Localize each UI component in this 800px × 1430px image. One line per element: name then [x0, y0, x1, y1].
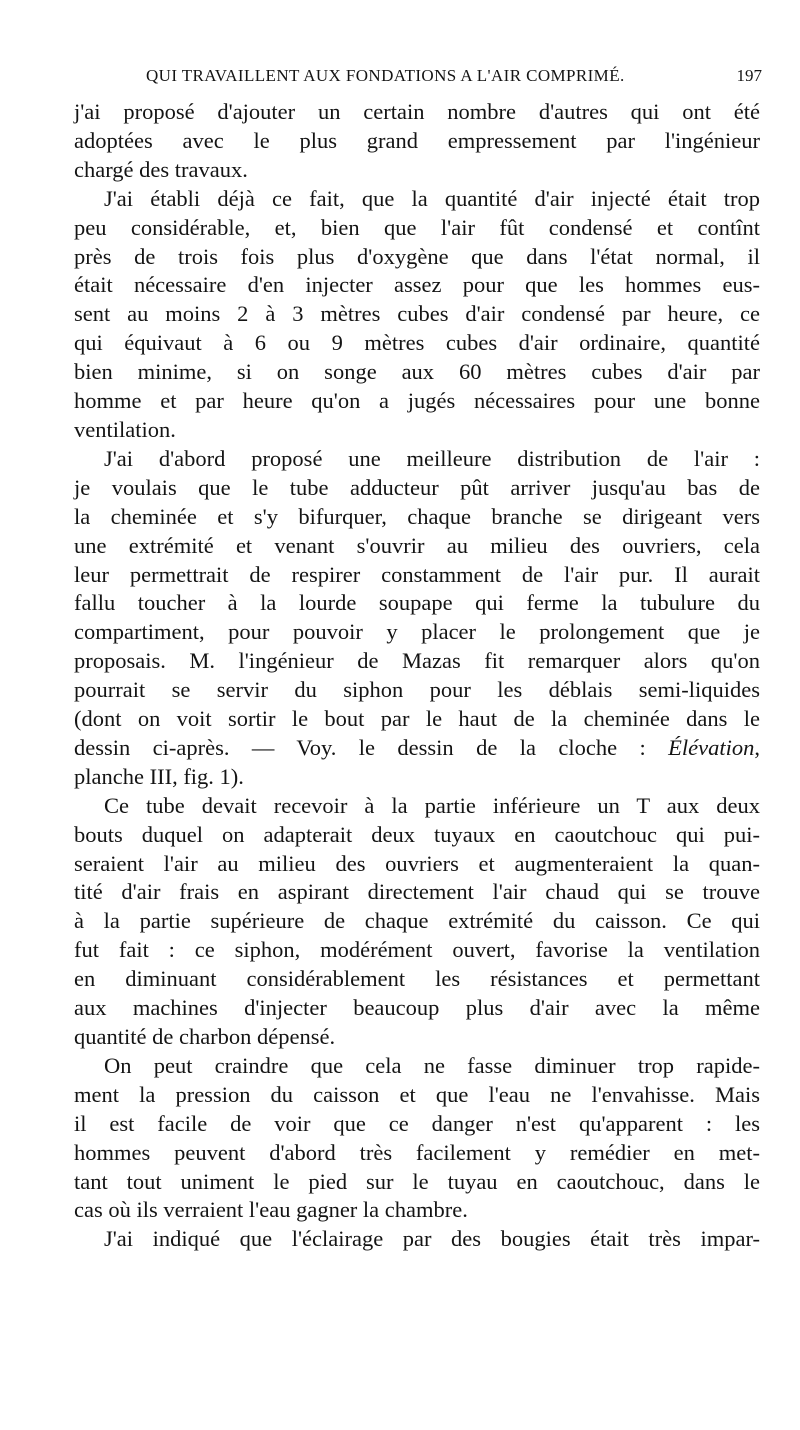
text-line: ment la pression du caisson et que l'eau ne l'envahisse. Mais: [74, 1081, 760, 1107]
text-line: adoptées avec le plus grand empressement par l'ingénieur: [74, 127, 760, 153]
text-line: proposais. M. l'ingénieur de Mazas fit remarquer alors qu'on: [74, 648, 760, 674]
text-fragment: ,: [754, 734, 760, 760]
text-line: planche III, fig. 1).: [74, 763, 244, 789]
text-line: aux machines d'injecter beaucoup plus d'air avec la même: [74, 995, 760, 1021]
text-fragment: dessin ci-après. — Voy. le dessin de la cloche :: [74, 734, 669, 760]
text-line: ventilation.: [74, 416, 176, 442]
text-line: Ce tube devait recevoir à la partie inférieure un T aux deux: [104, 792, 760, 818]
text-line: sent au moins 2 à 3 mètres cubes d'air condensé par heure, ce: [74, 301, 760, 327]
text-line: en diminuant considérablement les résistances et permettant: [74, 966, 760, 992]
text-line: chargé des travaux.: [74, 156, 248, 182]
text-line: bien minime, si on songe aux 60 mètres cubes d'air par: [74, 359, 760, 385]
text-line: cas où ils verraient l'eau gagner la chambre.: [74, 1197, 468, 1223]
text-line: On peut craindre que cela ne fasse diminuer trop rapide-: [104, 1052, 760, 1078]
text-line: je voulais que le tube adducteur pût arriver jusqu'au bas de: [74, 474, 760, 500]
running-title: QUI TRAVAILLENT AUX FONDATIONS A L'AIR COMPRIMÉ.: [146, 66, 625, 85]
text-line: hommes peuvent d'abord très facilement y remédier en met-: [74, 1139, 760, 1165]
text-line: fallu toucher à la lourde soupape qui ferme la tubulure du: [74, 590, 760, 616]
text-line: près de trois fois plus d'oxygène que dans l'état normal, il: [74, 243, 760, 269]
paragraph: [74, 1052, 760, 1225]
text-line: à la partie supérieure de chaque extrémité du caisson. Ce qui: [74, 908, 760, 934]
text-line: homme et par heure qu'on a jugés nécessaires pour une bonne: [74, 388, 760, 414]
text-line: J'ai d'abord proposé une meilleure distribution de l'air :: [104, 445, 760, 471]
text-line: une extrémité et venant s'ouvrir au milieu des ouvriers, cela: [74, 532, 760, 558]
text-line: J'ai indiqué que l'éclairage par des bougies était très impar-: [104, 1226, 760, 1252]
paragraph: [74, 1225, 760, 1254]
text-line: il est facile de voir que ce danger n'est qu'apparent : les: [74, 1110, 760, 1136]
running-head: [62, 64, 768, 88]
text-line: tité d'air frais en aspirant directement l'air chaud qui se trouve: [74, 879, 760, 905]
paragraph: [74, 792, 760, 1052]
text-line: peu considérable, et, bien que l'air fût condensé et contînt: [74, 214, 760, 240]
text-line: était nécessaire d'en injecter assez pour que les hommes eus-: [74, 272, 760, 298]
text-line: [74, 734, 760, 763]
text-line: leur permettrait de respirer constamment de l'air pur. Il aurait: [74, 561, 760, 587]
paragraph: [74, 185, 760, 445]
text-line: la cheminée et s'y bifurquer, chaque branche se dirigeant vers: [74, 503, 760, 529]
text-line: tant tout uniment le pied sur le tuyau en caoutchouc, dans le: [74, 1168, 760, 1194]
text-line: qui équivaut à 6 ou 9 mètres cubes d'air ordinaire, quantité: [74, 330, 760, 356]
text-line: pourrait se servir du siphon pour les déblais semi-liquides: [74, 677, 760, 703]
italic-term: Élévation: [668, 734, 755, 760]
text-line: (dont on voit sortir le bout par le haut de la cheminée dans le: [74, 706, 760, 732]
text-line: quantité de charbon dépensé.: [74, 1024, 336, 1049]
text-line: j'ai proposé d'ajouter un certain nombre d'autres qui ont été: [74, 99, 760, 124]
text-line: J'ai établi déjà ce fait, que la quantité d'air injecté était trop: [104, 185, 760, 211]
text-line: seraient l'air au milieu des ouvriers et augmenteraient la quan-: [74, 850, 760, 876]
paragraph: [74, 98, 760, 185]
text-line: bouts duquel on adapterait deux tuyaux en caoutchouc qui pui-: [74, 821, 760, 847]
page-number: 197: [736, 66, 762, 85]
text-line: fut fait : ce siphon, modérément ouvert, favorise la ventilation: [74, 937, 760, 963]
text-line: compartiment, pour pouvoir y placer le prolongement que je: [74, 619, 760, 645]
paragraph: [74, 445, 760, 792]
body-text: [74, 98, 760, 1254]
